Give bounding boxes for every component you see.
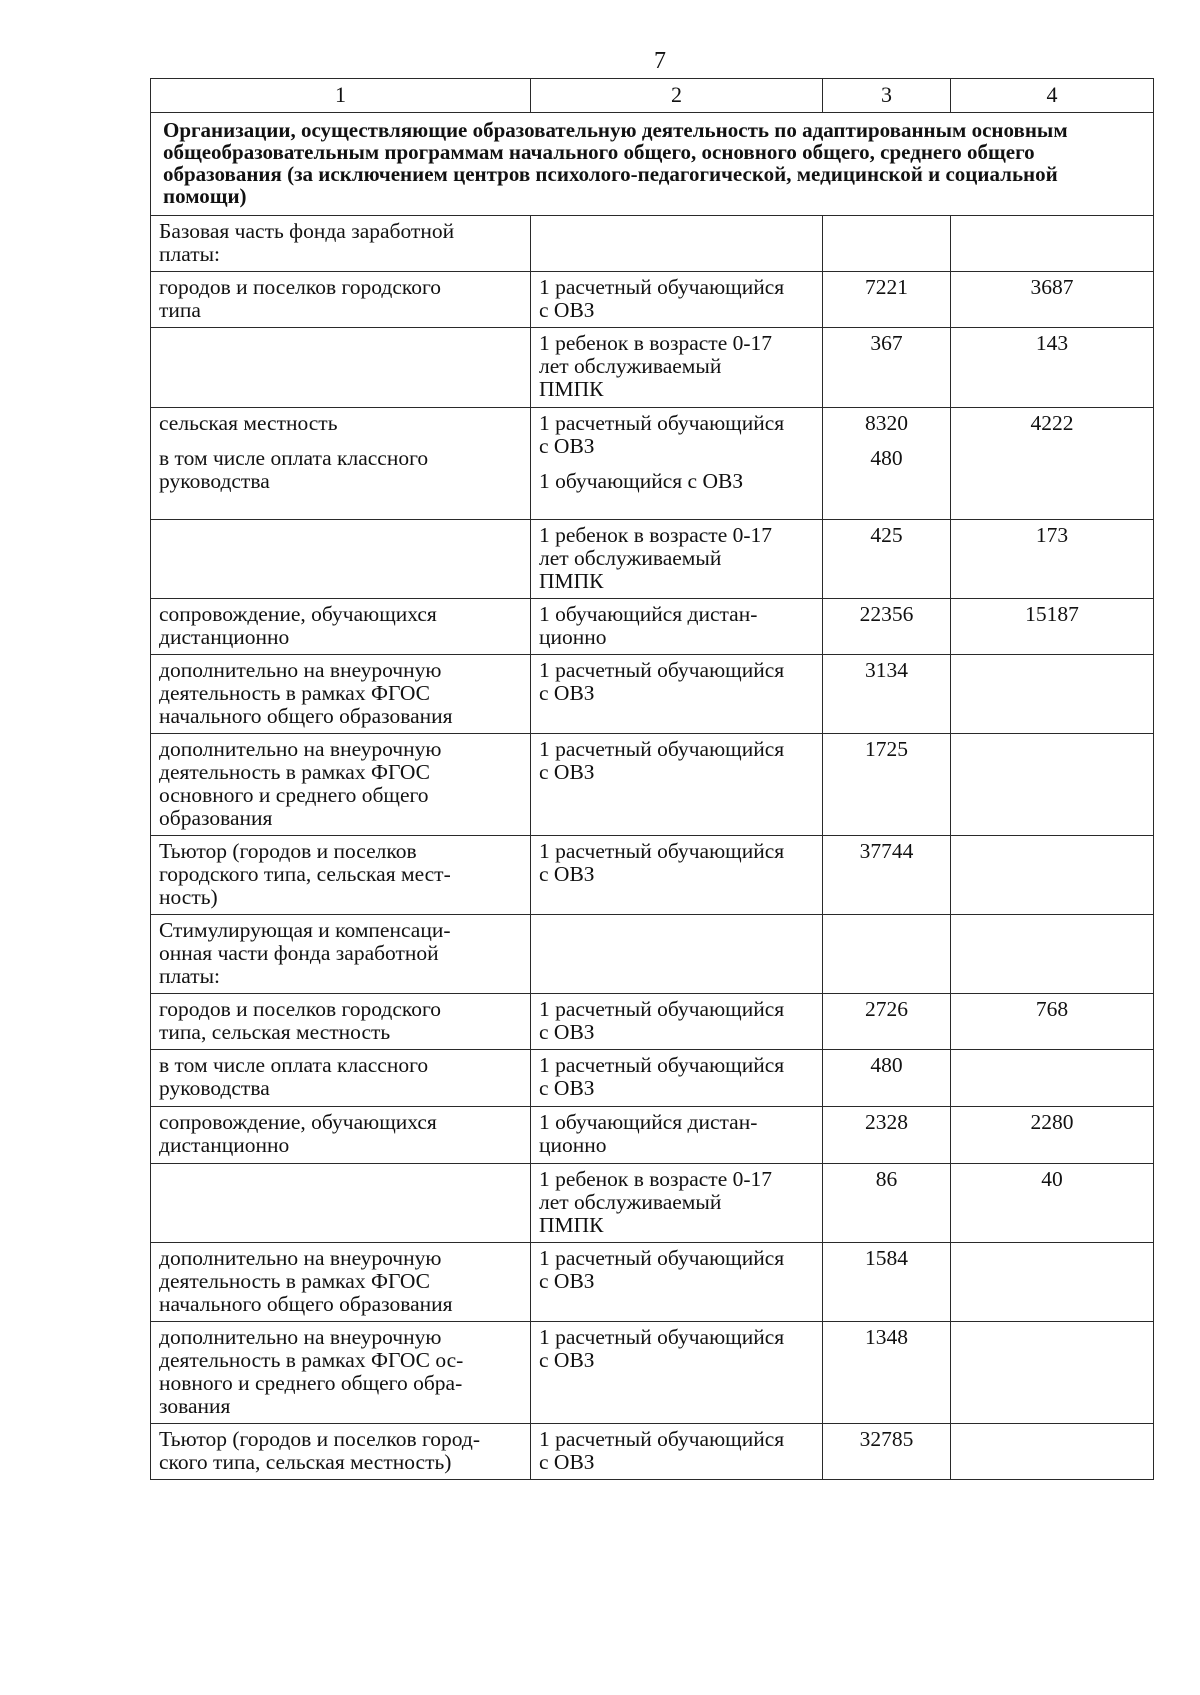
table-cell-col4	[951, 216, 1154, 272]
table-row	[151, 1164, 1154, 1243]
cell-subtext: 1 обучающийся с ОВЗ	[539, 469, 744, 493]
cell-text: дополнительно на внеурочную деятельность в рамках ФГОС начального общего образования	[159, 1246, 453, 1316]
cell-text: 15187	[1025, 602, 1079, 626]
page-number: 7	[654, 48, 666, 74]
cell-text: Базовая часть фонда заработной платы:	[159, 219, 455, 266]
section-title: Организации, осуществляющие образовательную деятельность по адаптированным основным общеобразовательным программам начального общего, основного общего, среднего общего образования (за исключением центров психолого-педагогической, медицинской и социальной помощи)	[151, 113, 1154, 216]
table-cell-col3	[823, 599, 951, 655]
table-row	[151, 1322, 1154, 1424]
cell-text: 1 ребенок в возрасте 0-17 лет обслуживаемый ПМПК	[539, 523, 773, 593]
table-cell-col3	[823, 994, 951, 1050]
table-cell-col4	[951, 599, 1154, 655]
cell-text: 2328	[865, 1110, 908, 1134]
header-cell-3: 3	[823, 79, 951, 113]
table-cell-col1	[151, 1107, 531, 1164]
cell-text: в том числе оплата классного руководства	[159, 1053, 429, 1100]
cell-text: 7221	[865, 275, 908, 299]
table-cell-col3	[823, 836, 951, 915]
cell-text: 3687	[1030, 275, 1074, 299]
cell-text: сопровождение, обучающихся дистанционно	[159, 1110, 437, 1157]
table-cell-col3	[823, 408, 951, 520]
table-cell-col3	[823, 1164, 951, 1243]
table-cell-col2	[531, 520, 823, 599]
table-cell-col2	[531, 994, 823, 1050]
table-row	[151, 655, 1154, 734]
table-row	[151, 599, 1154, 655]
table-cell-col3	[823, 734, 951, 836]
table-row	[151, 734, 1154, 836]
cell-text: 32785	[859, 1427, 914, 1451]
table-cell-col1	[151, 599, 531, 655]
table-cell-col3	[823, 216, 951, 272]
table-row	[151, 1243, 1154, 1322]
table-cell-col2	[531, 734, 823, 836]
table-cell-col1	[151, 520, 531, 599]
table-cell-col1	[151, 1050, 531, 1107]
cell-text: 8320	[865, 411, 908, 435]
table-cell-col1	[151, 1243, 531, 1322]
table-row	[151, 216, 1154, 272]
table-cell-col3	[823, 915, 951, 994]
cell-text: 143	[1035, 331, 1069, 355]
table-cell-col2	[531, 836, 823, 915]
cell-text: Стимулирующая и компенсаци- онная части фонда заработной платы:	[159, 918, 451, 988]
cell-text: сельская местность	[159, 411, 338, 435]
table-cell-col2	[531, 915, 823, 994]
table-cell-col2	[531, 655, 823, 734]
table-cell-col1	[151, 408, 531, 520]
table-cell-col1	[151, 994, 531, 1050]
table-row	[151, 994, 1154, 1050]
cell-text: 173	[1035, 523, 1069, 547]
table-cell-col1	[151, 1164, 531, 1243]
table-row	[151, 1050, 1154, 1107]
table-cell-col4	[951, 328, 1154, 408]
header-cell-1: 1	[151, 79, 531, 113]
cell-text: дополнительно на внеурочную деятельность в рамках ФГОС ос- новного и среднего общего обра- зования	[159, 1325, 464, 1418]
table-cell-col1	[151, 655, 531, 734]
table-cell-col3	[823, 328, 951, 408]
table-cell-col1	[151, 328, 531, 408]
cell-text: 768	[1035, 997, 1069, 1021]
table-row	[151, 272, 1154, 328]
table-cell-col2	[531, 599, 823, 655]
cell-text: 1 расчетный обучающийся с ОВЗ	[539, 658, 785, 705]
table-cell-col4	[951, 520, 1154, 599]
cell-text: Тьютор (городов и поселков городского типа, сельская мест- ность)	[159, 839, 451, 909]
table-cell-col3	[823, 520, 951, 599]
cell-text: 1 расчетный обучающийся с ОВЗ	[539, 839, 785, 886]
table-cell-col3	[823, 655, 951, 734]
table-cell-col1	[151, 272, 531, 328]
table-cell-col1	[151, 915, 531, 994]
table-cell-col4	[951, 1164, 1154, 1243]
table-cell-col2	[531, 216, 823, 272]
table-cell-col2	[531, 1424, 823, 1480]
table-cell-col3	[823, 1107, 951, 1164]
cell-text: 1 расчетный обучающийся с ОВЗ	[539, 275, 785, 322]
cell-subtext: 480	[870, 446, 903, 470]
cell-subtext: в том числе оплата классного руководства	[159, 446, 429, 493]
column-number-header-row	[151, 79, 1154, 113]
cell-text: 86	[875, 1167, 898, 1191]
cell-text: городов и поселков городского типа	[159, 275, 442, 322]
table-cell-col2	[531, 1050, 823, 1107]
cell-text: 1 ребенок в возрасте 0-17 лет обслуживаемый ПМПК	[539, 1167, 773, 1237]
cell-text: 40	[1041, 1167, 1063, 1191]
table-cell-col2	[531, 1322, 823, 1424]
cell-text: 425	[870, 523, 903, 547]
cell-text: 1 расчетный обучающийся с ОВЗ	[539, 1053, 785, 1100]
table-cell-col4	[951, 408, 1154, 520]
table-cell-col1	[151, 1322, 531, 1424]
cell-text: 1 обучающийся дистан- ционно	[539, 1110, 758, 1157]
cell-text: 1 обучающийся дистан- ционно	[539, 602, 758, 649]
table-row	[151, 1424, 1154, 1480]
table-cell-col4	[951, 1107, 1154, 1164]
table-cell-col3	[823, 1050, 951, 1107]
cell-text: 22356	[859, 602, 914, 626]
table-row	[151, 836, 1154, 915]
cell-text: городов и поселков городского типа, сельская местность	[159, 997, 442, 1044]
cell-text: 2280	[1030, 1110, 1074, 1134]
table-cell-col2	[531, 408, 823, 520]
table-row	[151, 915, 1154, 994]
table-cell-col3	[823, 272, 951, 328]
norms-table	[150, 78, 1154, 1480]
cell-text: 1 расчетный обучающийся с ОВЗ	[539, 737, 785, 784]
table-cell-col4	[951, 272, 1154, 328]
cell-text: 2726	[865, 997, 908, 1021]
table-cell-col2	[531, 1107, 823, 1164]
table-cell-col2	[531, 272, 823, 328]
cell-text: сопровождение, обучающихся дистанционно	[159, 602, 437, 649]
table-row	[151, 408, 1154, 520]
cell-text: 1 расчетный обучающийся с ОВЗ	[539, 1325, 785, 1372]
header-cell-2: 2	[531, 79, 823, 113]
cell-text: 3134	[865, 658, 908, 682]
table-cell-col3	[823, 1322, 951, 1424]
cell-text: Тьютор (городов и поселков город- ского типа, сельская местность)	[159, 1427, 481, 1474]
cell-text: 1 расчетный обучающийся с ОВЗ	[539, 1246, 785, 1293]
cell-text: дополнительно на внеурочную деятельность в рамках ФГОС начального общего образования	[159, 658, 453, 728]
cell-text: 1 ребенок в возрасте 0-17 лет обслуживаемый ПМПК	[539, 331, 773, 401]
table-cell-col4	[951, 836, 1154, 915]
table-cell-col4	[951, 734, 1154, 836]
norms-table-container	[150, 78, 1153, 1480]
table-cell-col3	[823, 1424, 951, 1480]
cell-text: 1584	[865, 1246, 908, 1270]
table-cell-col2	[531, 328, 823, 408]
table-cell-col1	[151, 836, 531, 915]
table-row	[151, 328, 1154, 408]
table-cell-col4	[951, 1050, 1154, 1107]
cell-text: 1348	[865, 1325, 908, 1349]
cell-text: дополнительно на внеурочную деятельность в рамках ФГОС основного и среднего общего образования	[159, 737, 442, 830]
cell-text: 1 расчетный обучающийся с ОВЗ	[539, 1427, 785, 1474]
table-cell-col1	[151, 1424, 531, 1480]
cell-text: 480	[870, 1053, 903, 1077]
table-cell-col4	[951, 1243, 1154, 1322]
section-title-row	[151, 113, 1154, 216]
table-cell-col3	[823, 1243, 951, 1322]
table-cell-col1	[151, 216, 531, 272]
table-cell-col4	[951, 1322, 1154, 1424]
table-cell-col2	[531, 1164, 823, 1243]
table-cell-col2	[531, 1243, 823, 1322]
cell-text: 1725	[865, 737, 908, 761]
header-cell-4: 4	[951, 79, 1154, 113]
cell-text: 1 расчетный обучающийся с ОВЗ	[539, 997, 785, 1044]
table-cell-col4	[951, 994, 1154, 1050]
table-cell-col1	[151, 734, 531, 836]
cell-text: 4222	[1030, 411, 1074, 435]
table-cell-col4	[951, 655, 1154, 734]
table-row	[151, 520, 1154, 599]
table-cell-col4	[951, 1424, 1154, 1480]
table-cell-col4	[951, 915, 1154, 994]
cell-text: 37744	[859, 839, 914, 863]
cell-text: 367	[870, 331, 903, 355]
cell-text: 1 расчетный обучающийся с ОВЗ	[539, 411, 785, 458]
table-row	[151, 1107, 1154, 1164]
